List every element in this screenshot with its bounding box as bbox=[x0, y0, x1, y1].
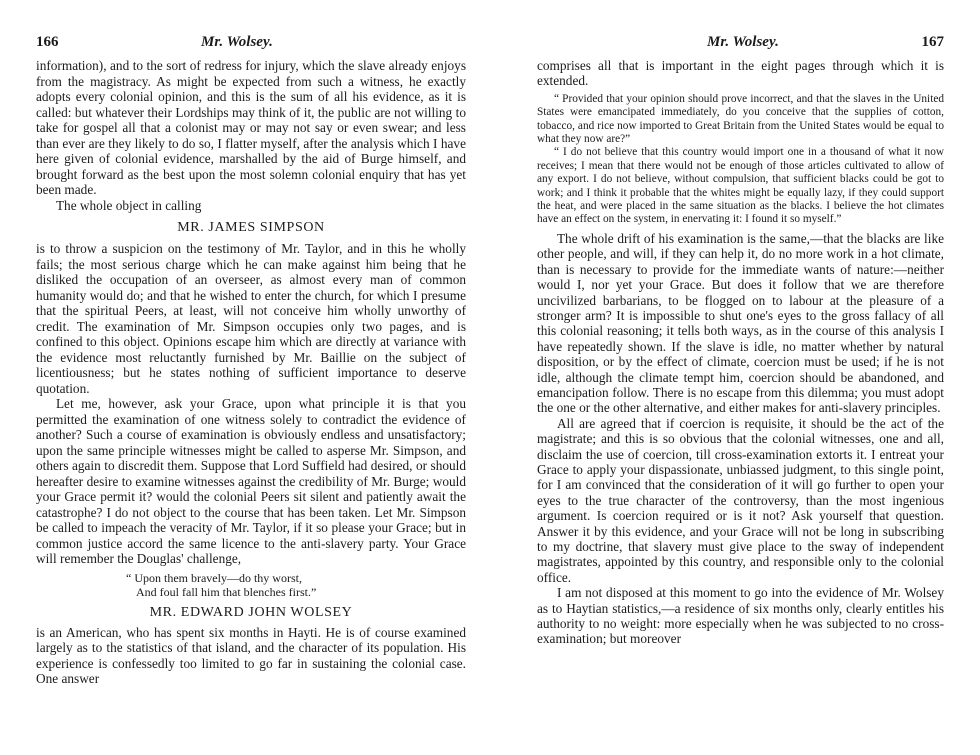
paragraph-calling: The whole object in calling bbox=[55, 197, 202, 213]
paragraph-wolsey: is an American, who has spent six months in Hayti. He is of course examined largely as to the statistics of that island, and the character of its population. His experience is confessedly too limited to go far in sustaining the colonial case. One answer bbox=[36, 624, 466, 686]
right-page bbox=[537, 34, 944, 749]
paragraph-simpson: is to throw a suspicion on the testimony of Mr. Taylor, and in this he wholly fails; the most serious charge which he can make against him being that he disliked the occupation of an overseer, as almost every man of common humanity would do; and that he wished to enter the church, for which I presume that the spiritual Peers, at least, will not conceive him wholly unworthy of credit. The examination of Mr. Simpson occupies only two pages, and is confined to this object. Opinions escape him which are directly at variance with the evidence most reluctantly furnished by Mr. Baillie on the subject of licentiousness; but he states nothing of sufficient importance to deserve quotation. bbox=[36, 241, 466, 396]
quote-answer: “ I do not believe that this country would import one in a thousand of what it now receives; I mean that there would not be enough of those articles cultivated to allow of any export. I do not believe, without compulsion, that sufficient blacks could be got to work; and I think it probable that the whites might be equally lazy, if they could support the heat, and were placed in the same situation as the blacks. I believe the hot climates have an effect on the system, in enervating it: I found it so myself.” bbox=[537, 146, 944, 226]
running-title-right: Mr. Wolsey. bbox=[707, 34, 779, 50]
paragraph-intro: information), and to the sort of redress for injury, which the slave already enjoys from the magistracy. As might be expected from such a witness, he exactly adopts every colonial opinion, and this is the sum of all his evidence, as it is called: but whatever their Lordships may think of it, the public are not willing to take for gospel all that a colonist may or may not say or even swear; and less than ever are they likely to do so, I flatter myself, after the analysis which I have here given of colonial evidence, marshalled by the aid of Burge himself, and brought forward as the best upon the most solemn colonial enquiry that has yet been made. bbox=[36, 58, 466, 197]
paragraph-drift: The whole drift of his examination is the same,—that the blacks are like other people, and will, if they can help it, do no more work in a hot climate, than is necessary to provide for the immediate wants of nature:—neither would I, nor yet your Grace. But does it follow that we are therefore uncivilized barbarians, to be flogged on to labour at the pleasure of a stronger arm? It is impossible to shut one's eyes to the gross fallacy of all this colonial reasoning; it tells both ways, as in the course of this analysis I have repeatedly shown. If the slave is idle, no matter whether by natural disposition, or by the effect of climate, coercion must be used; if he is not idle, although the climate tempt him, coercion should be abandoned, and emancipation follow. There is no escape from this dilemma; you must adopt the one or the other alternative, and either makes for anti-slavery principles. bbox=[537, 230, 944, 416]
verse-line-1: “ Upon them bravely—do thy worst, bbox=[126, 570, 302, 585]
page-number-right: 167 bbox=[921, 34, 944, 50]
paragraph-agreed: All are agreed that if coercion is requisite, it should be the act of the magistrate; and this is so obvious that the colonial witnesses, one and all, disclaim the use of coercion, till cross-examination extorts it. I entreat your Grace to apply your dispassionate, unbiassed judgment, to this single point, for I am convinced that the consideration of it will go further to open your eyes to the true character of the controversy, than the most ingenious argument. Is coercion required or is it not? Ask yourself that question. Answer it by this evidence, and your Grace will not be long in subscribing to my doctrine, that slavery must give place to the sway of independent magistrates, appointed by this country, and responsible only to the colonial office. bbox=[537, 415, 944, 585]
paragraph-comprises: comprises all that is important in the eight pages through which it is extended. bbox=[537, 58, 944, 89]
paragraph-let-me: Let me, however, ask your Grace, upon what principle it is that you permitted the examination of one witness solely to contradict the evidence of another? Such a course of examination is obviously endless and unsatisfactory; upon the same principle witnesses might be called to asperse Mr. Simpson, and others again to discredit them. Suppose that Lord Suffield had desired, or should hereafter desire to examine witnesses against the credibility of Mr. Burge; would your Grace permit it? would the colonial Peers sit silent and patiently await the catastrophe? I do not object to the course that has been taken. Let Mr. Simpson be called to impeach the veracity of Mr. Taylor, if it so please your Grace; but in common justice accord the same licence to the anti-slavery party. Your Grace will remember the Douglas' challenge, bbox=[36, 396, 466, 566]
running-head-left bbox=[36, 34, 466, 54]
running-title-left: Mr. Wolsey. bbox=[201, 34, 273, 50]
left-page-body bbox=[36, 58, 466, 687]
verse-quotation bbox=[36, 571, 466, 599]
left-page bbox=[36, 34, 466, 749]
running-head-right bbox=[537, 34, 944, 54]
heading-james-simpson: MR. JAMES SIMPSON bbox=[177, 220, 325, 235]
right-page-body bbox=[537, 58, 944, 647]
heading-edward-john-wolsey: MR. EDWARD JOHN WOLSEY bbox=[149, 604, 353, 620]
page-number-left: 166 bbox=[36, 34, 59, 50]
quote-question: “ Provided that your opinion should prove incorrect, and that the slaves in the United States were emancipated immediately, do you conceive that the supplies of cotton, tobacco, and rice now imported to Great Britain from the United States would be equal to what they now are?” bbox=[537, 92, 944, 146]
paragraph-disposed: I am not disposed at this moment to go into the evidence of Mr. Wolsey as to Haytian statistics,—a residence of six months only, clearly entitles his authority to no weight: more especially when he was subjected to no cross-examination; but moreover bbox=[537, 585, 944, 647]
verse-line-2: And foul fall him that blenches first.” bbox=[136, 584, 317, 599]
